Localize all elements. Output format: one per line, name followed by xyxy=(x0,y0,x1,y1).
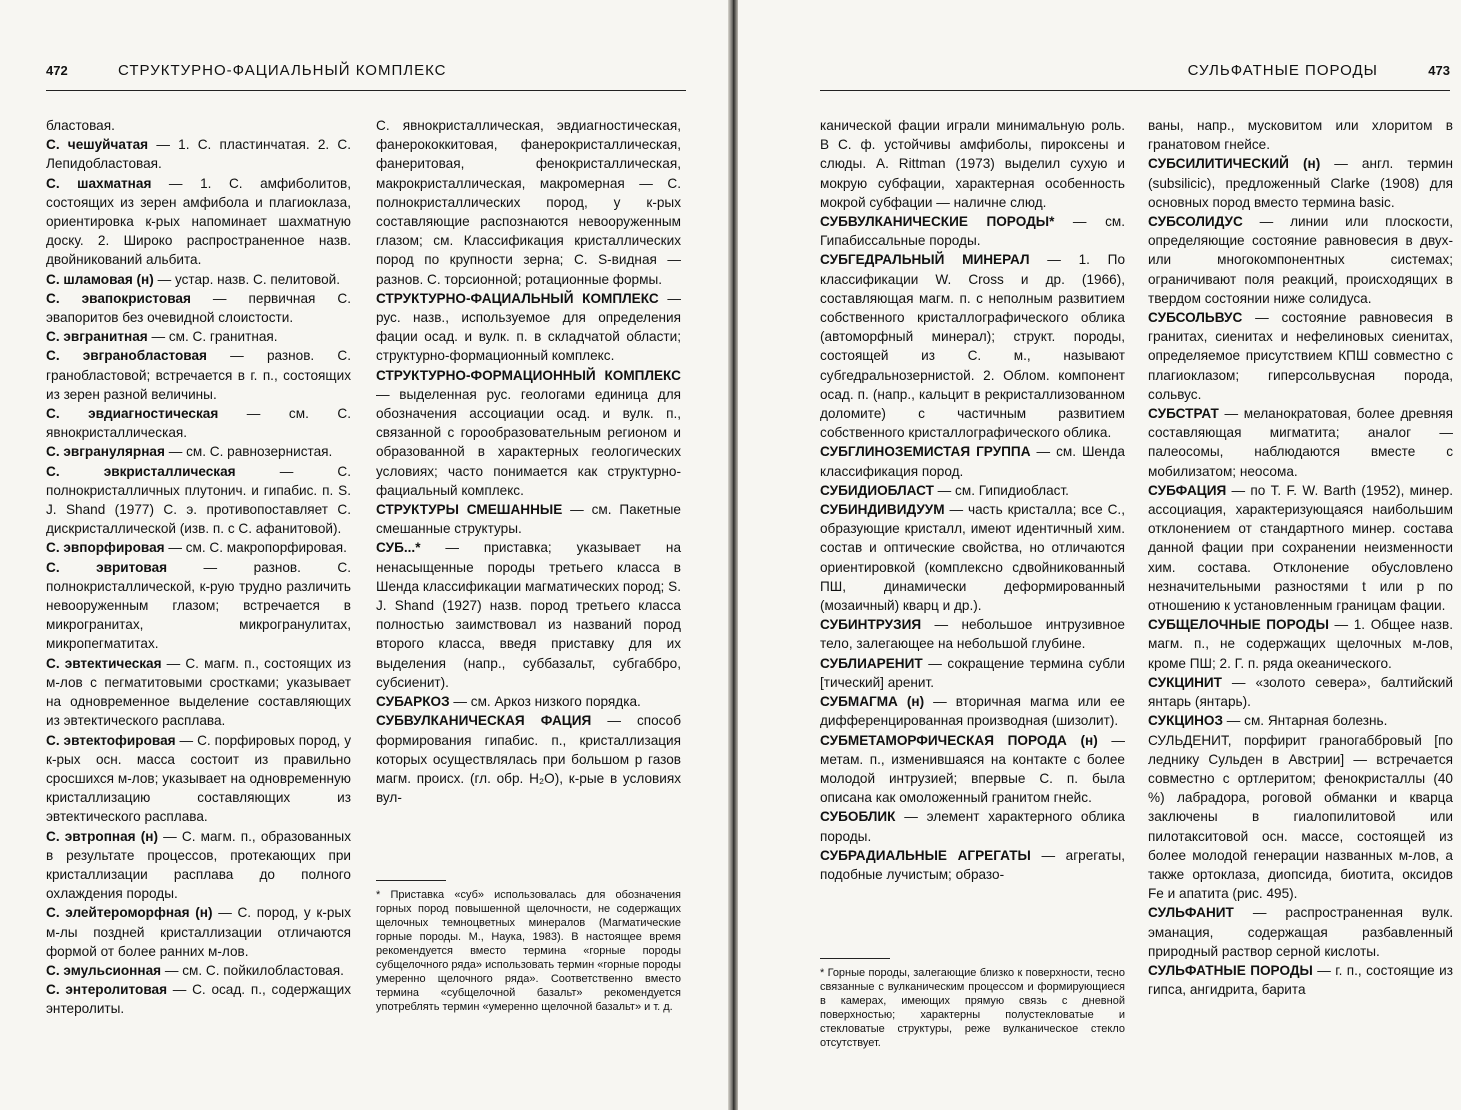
entry: С. эвапокристовая — первичная С. эвапоритов без очевидной слоистости. xyxy=(46,290,351,326)
entry: С. эвтектическая — С. магм. п., состоящих из м-лов с пегматитовыми сростками; указывает на одновременное выделение составляющих из эвтектического расплава. xyxy=(46,655,351,729)
entry: СУБЛИАРЕНИТ — сокращение термина субли [тический] аренит. xyxy=(820,655,1125,690)
entry: С. эвритовая — разнов. С. полнокристаллической, к-рую трудно различить невооруженным глазом; встречается в микрогранитах, микрогранулитах, микропегматитах. xyxy=(46,559,351,652)
left-header-rule xyxy=(46,90,686,91)
entry: СУЛЬФАНИТ — распространенная вулк. эманация, содержащая разбавленный природный раствор серной кислоты. xyxy=(1148,905,1453,959)
entry: С. энтеролитовая — С. осад. п., содержащих энтеролиты. xyxy=(46,982,351,1017)
book-gutter xyxy=(728,0,738,1110)
right-running-head: СУЛЬФАТНЫЕ ПОРОДЫ xyxy=(1187,62,1378,79)
entry: С. эвдиагностическая — см. С. явнокристаллическая. xyxy=(46,406,351,441)
left-running-head: СТРУКТУРНО-ФАЦИАЛЬНЫЙ КОМПЛЕКС xyxy=(118,62,447,79)
entry: СУЛЬФАТНЫЕ ПОРОДЫ — г. п., состоящие из гипса, ангидрита, барита xyxy=(1148,962,1453,998)
entry: СУКЦИНОЗ — см. Янтарная болезнь. xyxy=(1148,713,1388,729)
entry: СУБРАДИАЛЬНЫЕ АГРЕГАТЫ — агрегаты, подобные лучистым; образо- xyxy=(820,847,1125,882)
entry: С. чешуйчатая — 1. С. пластинчатая. 2. С. Лепидобластовая. xyxy=(46,137,351,172)
left-page-number: 472 xyxy=(46,63,68,78)
entry: СУБВУЛКАНИЧЕСКИЕ ПОРОДЫ* — см. Гипабиссальные породы. xyxy=(820,214,1125,249)
entry: С. эвтектофировая — С. порфировых пород, у к-рых осн. масса состоит из правильно сросшихся м-лов; указывает на одновременную кристаллизацию составляющих из эвтектического расплава. xyxy=(46,732,351,825)
entry: СУЛЬДЕНИТ, порфирит граногаббровый [по леднику Сульден в Австрии] — встречается совместно с ортлеритом; фенокристаллы (40 %) лабрадора, роговой обманки и кварца заключены в гиалопилитовой или пилотакситовой осн. массе, состоящей из более молодой генерации названных м-лов, а также ортоклаза, диопсида, биотита, оксидов Fe и апатита (рис. 495). xyxy=(1148,732,1453,902)
entry: С. шламовая (н) — устар. назв. С. пелитовой. xyxy=(46,271,341,287)
entry: СТРУКТУРНО-ФОРМАЦИОННЫЙ КОМПЛЕКС — выделенная рус. геологами единица для обозначения ассоциации осад. и вулк. п., связанной с горообразовательным регионом и образованной в характерных геологических условиях; часто понимается как структурно-фациальный комплекс. xyxy=(376,367,681,498)
entry: СУБОБЛИК — элемент характерного облика породы. xyxy=(820,809,1125,844)
right-col-2 xyxy=(1148,116,1453,999)
right-page xyxy=(738,0,1461,1110)
entry: С. эвгранитная — см. С. гранитная. xyxy=(46,329,278,345)
entry: СТРУКТУРЫ СМЕШАННЫЕ — см. Пакетные смешанные структуры. xyxy=(376,502,681,537)
entry: СУБСТРАТ — меланократовая, более древняя составляющая мигматита; аналог — палеосомы, наблюдаются вместе с мобилизатом; неосома. xyxy=(1148,406,1453,479)
entry: СУБФАЦИЯ — по T. F. W. Barth (1952), минер. ассоциация, характеризующаяся наибольшим отклонением от стандартного минер. состава данной фации при сохранении неизменности хим. состава. Отклонение обусловлено незначительными разностями t или p по отношению к установленным границам фации. xyxy=(1148,482,1453,614)
entry: С. шахматная — 1. С. амфиболитов, состоящих из зерен амфибола и плагиоклаза, ориентировка к-рых напоминает шахматную доску. 2. Широко распространенное назв. двойникований альбита. xyxy=(46,175,351,268)
entry: СУБВУЛКАНИЧЕСКАЯ ФАЦИЯ — способ формирования гипабис. п., кристаллизация которых осуществлялась при большом p газов магм. происх. (гл. обр. H₂O), к-рые в условиях вул- xyxy=(376,713,681,806)
entry: СУБСОЛЬВУС — состояние равновесия в гранитах, сиенитах и нефелиновых сиенитах, определяемое присутствием КПШ совместно с плагиоклазом; гиперсольвусная порода, сольвус. xyxy=(1148,310,1453,402)
entry: С. эвгранулярная — см. С. равнозернистая. xyxy=(46,444,333,460)
entry: СУБ...* — приставка; указывает на ненасыщенные породы третьего класса в Шенда классификации магматических пород; S. J. Shand (1927) назв. пород третьего класса полностью заимствовал из названий пород второго класса, введя приставку для их выделения (напр., суббазальт, субгаббро, субсиенит). xyxy=(376,540,681,690)
left-col-1 xyxy=(46,116,351,1019)
entry: С. эвкристаллическая — С. полнокристалличных плутонич. и гипабис. п. S. J. Shand (1977) С. э. противопоставляет С. дискристаллической (изв. п. с С. афанитовой). xyxy=(46,463,351,537)
left-page xyxy=(0,0,728,1110)
left-footnote: * Приставка «суб» использовалась для обозначения горных пород повышенной щелочности, не содержащих щелочных темноцветных минералов (Магматические горные породы. М., Наука, 1983). В настоящее время рекомендуется вместо термина «горные породы субщелочного ряда» использовать термин «горные породы умеренно щелочного ряда». Соответственно вместо термина «субщелочной базальт» рекомендуется употреблять термин «умеренно щелочной базальт» и т. д. xyxy=(376,889,681,1013)
entry: ваны, напр., мусковитом или хлоритом в гранатовом гнейсе. xyxy=(1148,118,1453,153)
right-footnote: * Горные породы, залегающие близко к поверхности, тесно связанные с вулканическим процессом и формирующиеся в камерах, имеющих прямую связь с дневной поверхностью; характерны полустекловатые и стекловатые структуры, реже вулканическое стекло отсутствует. xyxy=(820,967,1125,1049)
entry: СУКЦИНИТ — «золото севера», балтийский янтарь (янтарь). xyxy=(1148,674,1453,710)
entry: СУБАРКОЗ — см. Аркоз низкого порядка. xyxy=(376,694,641,710)
entry: СУБМЕТАМОРФИЧЕСКАЯ ПОРОДА (н) — метам. п., изменившаяся на контакте с более молодой интрузией; впервые С. п. была описана как омоложенный гранитом гнейс. xyxy=(820,732,1125,806)
right-page-number: 473 xyxy=(1428,63,1450,78)
entry: С. эвтропная (н) — С. магм. п., образованных в результате процессов, протекающих при кристаллизации расплава до полного охлаждения породы. xyxy=(46,828,351,902)
entry: С. элейтероморфная (н) — С. пород, у к-рых м-лы поздней кристаллизации отличаются формой от более ранних м-лов. xyxy=(46,905,352,959)
entry: СТРУКТУРНО-ФАЦИАЛЬНЫЙ КОМПЛЕКС — рус. назв., используемое для определения фации осад. и вулк. п. в складчатой области; структурно-формационный комплекс. xyxy=(376,290,681,364)
left-header xyxy=(46,62,686,84)
right-header-rule xyxy=(820,90,1450,91)
entry: СУБМАГМА (н) — вторичная магма или ее дифференцированная производная (шизолит). xyxy=(820,694,1125,729)
entry: С. эвпорфировая — см. С. макропорфировая. xyxy=(46,540,347,556)
entry: канической фации играли минимальную роль. В С. ф. устойчивы амфиболы, пироксены и слюды. A. Rittman (1973) выделил сухую и мокрую субфации, характерная особенность мокрой субфации — наличне слюд. xyxy=(820,118,1125,210)
right-col-1 xyxy=(820,116,1125,884)
entry: СУБСОЛИДУС — линии или плоскости, определяющие состояние равновесия в двух- или многокомпонентных системах; ограничивают поля реакций, происходящих в твердом состоянии ниже солидуса. xyxy=(1148,214,1453,306)
entry: бластовая. xyxy=(46,118,115,133)
entry: С. эмульсионная — см. С. пойкилобластовая. xyxy=(46,962,344,978)
entry: СУБИДИОБЛАСТ — см. Гипидиобласт. xyxy=(820,482,1069,498)
entry: СУБЩЕЛОЧНЫЕ ПОРОДЫ — 1. Общее назв. магм. п., не содержащих щелочных м-лов, кроме ПШ; 2. Г. п. ряда океанического. xyxy=(1148,617,1453,671)
left-col-2 xyxy=(376,116,681,807)
right-footnote-rule xyxy=(820,958,890,959)
entry: СУБСИЛИТИЧЕСКИЙ (н) — англ. термин (subsilicic), предложенный Clarke (1908) для основных пород вместо термина basic. xyxy=(1148,156,1453,210)
entry: С. явнокристаллическая, эвдиагностическая, фанерококкитовая, фанерокристаллическая, фанеритовая, фенокристаллическая, макрокристаллическая, макромерная — С. полнокристаллических пород, у к-рых составляющие распознаются невооруженным глазом; см. Классификация кристаллических пород по крупности зерна; С. S-видная — разнов. С. торсионной; ротационные формы. xyxy=(376,118,681,287)
left-footnote-rule xyxy=(376,880,446,881)
entry: СУБГЕДРАЛЬНЫЙ МИНЕРАЛ — 1. По классификации W. Cross и др. (1966), составляющая магм. п. с неполным развитием собственного кристаллографического облика (автоморфный минерал); структ. породы, состоящей из С. м., называют субгедральнозернистой. 2. Облом. компонент осад. п. (напр., кальцит в рекристаллизованном доломите) с частичным развитием собственного кристаллографического облика. xyxy=(820,252,1125,441)
entry: СУБГЛИНОЗЕМИСТАЯ ГРУППА — см. Шенда классификация пород. xyxy=(820,444,1125,479)
entry: СУБИНДИВИДУУМ — часть кристалла; все С., образующие кристалл, имеют идентичный хим. состав и оптические свойства, но отличаются ориентировкой (комплексно сдвойникованный ПШ, динамически деформированный (мозаичный) кварц и др.). xyxy=(820,502,1125,614)
entry: С. эвгранобластовая — разнов. С. гранобластовой; встречается в г. п., состоящих из зерен разной величины. xyxy=(46,348,351,402)
entry: СУБИНТРУЗИЯ — небольшое интрузивное тело, залегающее на небольшой глубине. xyxy=(820,617,1125,652)
right-header xyxy=(820,62,1450,84)
